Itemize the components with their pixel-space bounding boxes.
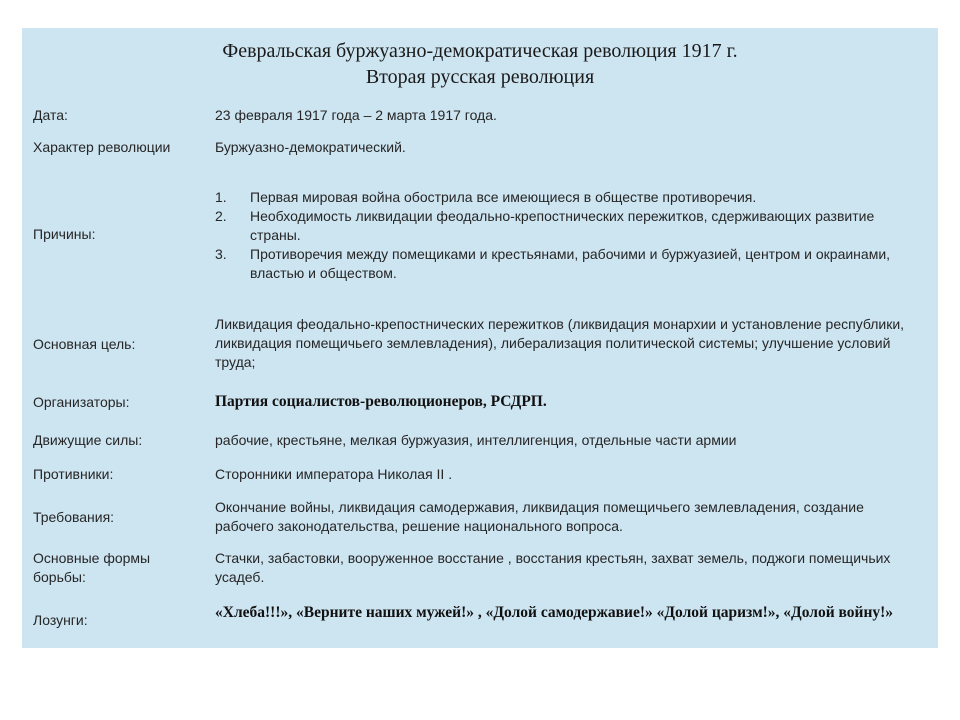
date-label: Дата: <box>33 107 68 123</box>
causes-label: Причины: <box>33 226 96 242</box>
forces-value: рабочие, крестьяне, мелкая буржуазия, интеллигенция, отдельные части армии <box>215 432 737 448</box>
slogans-value: «Хлеба!!!», «Верните наших мужей!» , «Долой самодержавие!» «Долой царизм!», «Долой войну!» <box>215 604 894 621</box>
organizers-label: Организаторы: <box>33 394 130 410</box>
forms-label-line1: Основные формы <box>33 550 151 566</box>
goal-label: Основная цель: <box>33 336 136 352</box>
revolution-table <box>22 28 938 648</box>
date-value: 23 февраля 1917 года – 2 марта 1917 года. <box>215 107 497 123</box>
cause-item <box>215 188 915 207</box>
slogans-label: Лозунги: <box>33 612 88 628</box>
goal-value: Ликвидация феодально-крепостнических пережитков (ликвидация монархии и установление республики, ликвидация помещичьего землевладения), либерализация политической системы; улучшение условий труда; <box>215 316 905 370</box>
causes-list <box>215 188 915 283</box>
opponents-label: Противники: <box>33 466 114 482</box>
demands-value: Окончание войны, ликвидация самодержавия, ликвидация помещичьего землевладения, создание рабочего законодательства, решение национального вопроса. <box>215 499 864 534</box>
forces-label: Движущие силы: <box>33 432 143 448</box>
cause-item <box>215 207 915 245</box>
cause-number: 1. <box>215 189 227 205</box>
forms-value: Стачки, забастовки, вооруженное восстание , восстания крестьян, захват земель, поджоги помещичьих усадеб. <box>215 550 891 585</box>
cause-text: Первая мировая война обострила все имеющиеся в обществе противоречия. <box>250 189 757 205</box>
cause-number: 3. <box>215 246 227 262</box>
character-value: Буржуазно-демократический. <box>215 139 406 155</box>
table-title: Февральская буржуазно-демократическая революция 1917 г. <box>222 40 738 62</box>
cause-number: 2. <box>215 208 227 224</box>
opponents-value: Сторонники императора Николая II . <box>215 466 453 482</box>
cause-item <box>215 245 915 283</box>
table-subtitle: Вторая русская революция <box>365 66 595 88</box>
cause-text: Необходимость ликвидации феодально-крепостнических пережитков, сдерживающих развитие страны. <box>250 208 875 243</box>
demands-label: Требования: <box>33 509 115 525</box>
cause-text: Противоречия между помещиками и крестьянами, рабочими и буржуазией, центром и окраинами, властью и обществом. <box>250 246 891 281</box>
forms-label-line2: борьбы: <box>33 569 86 585</box>
character-label: Характер революции <box>33 139 171 155</box>
organizers-value: Партия социалистов-революционеров, РСДРП. <box>215 393 547 410</box>
